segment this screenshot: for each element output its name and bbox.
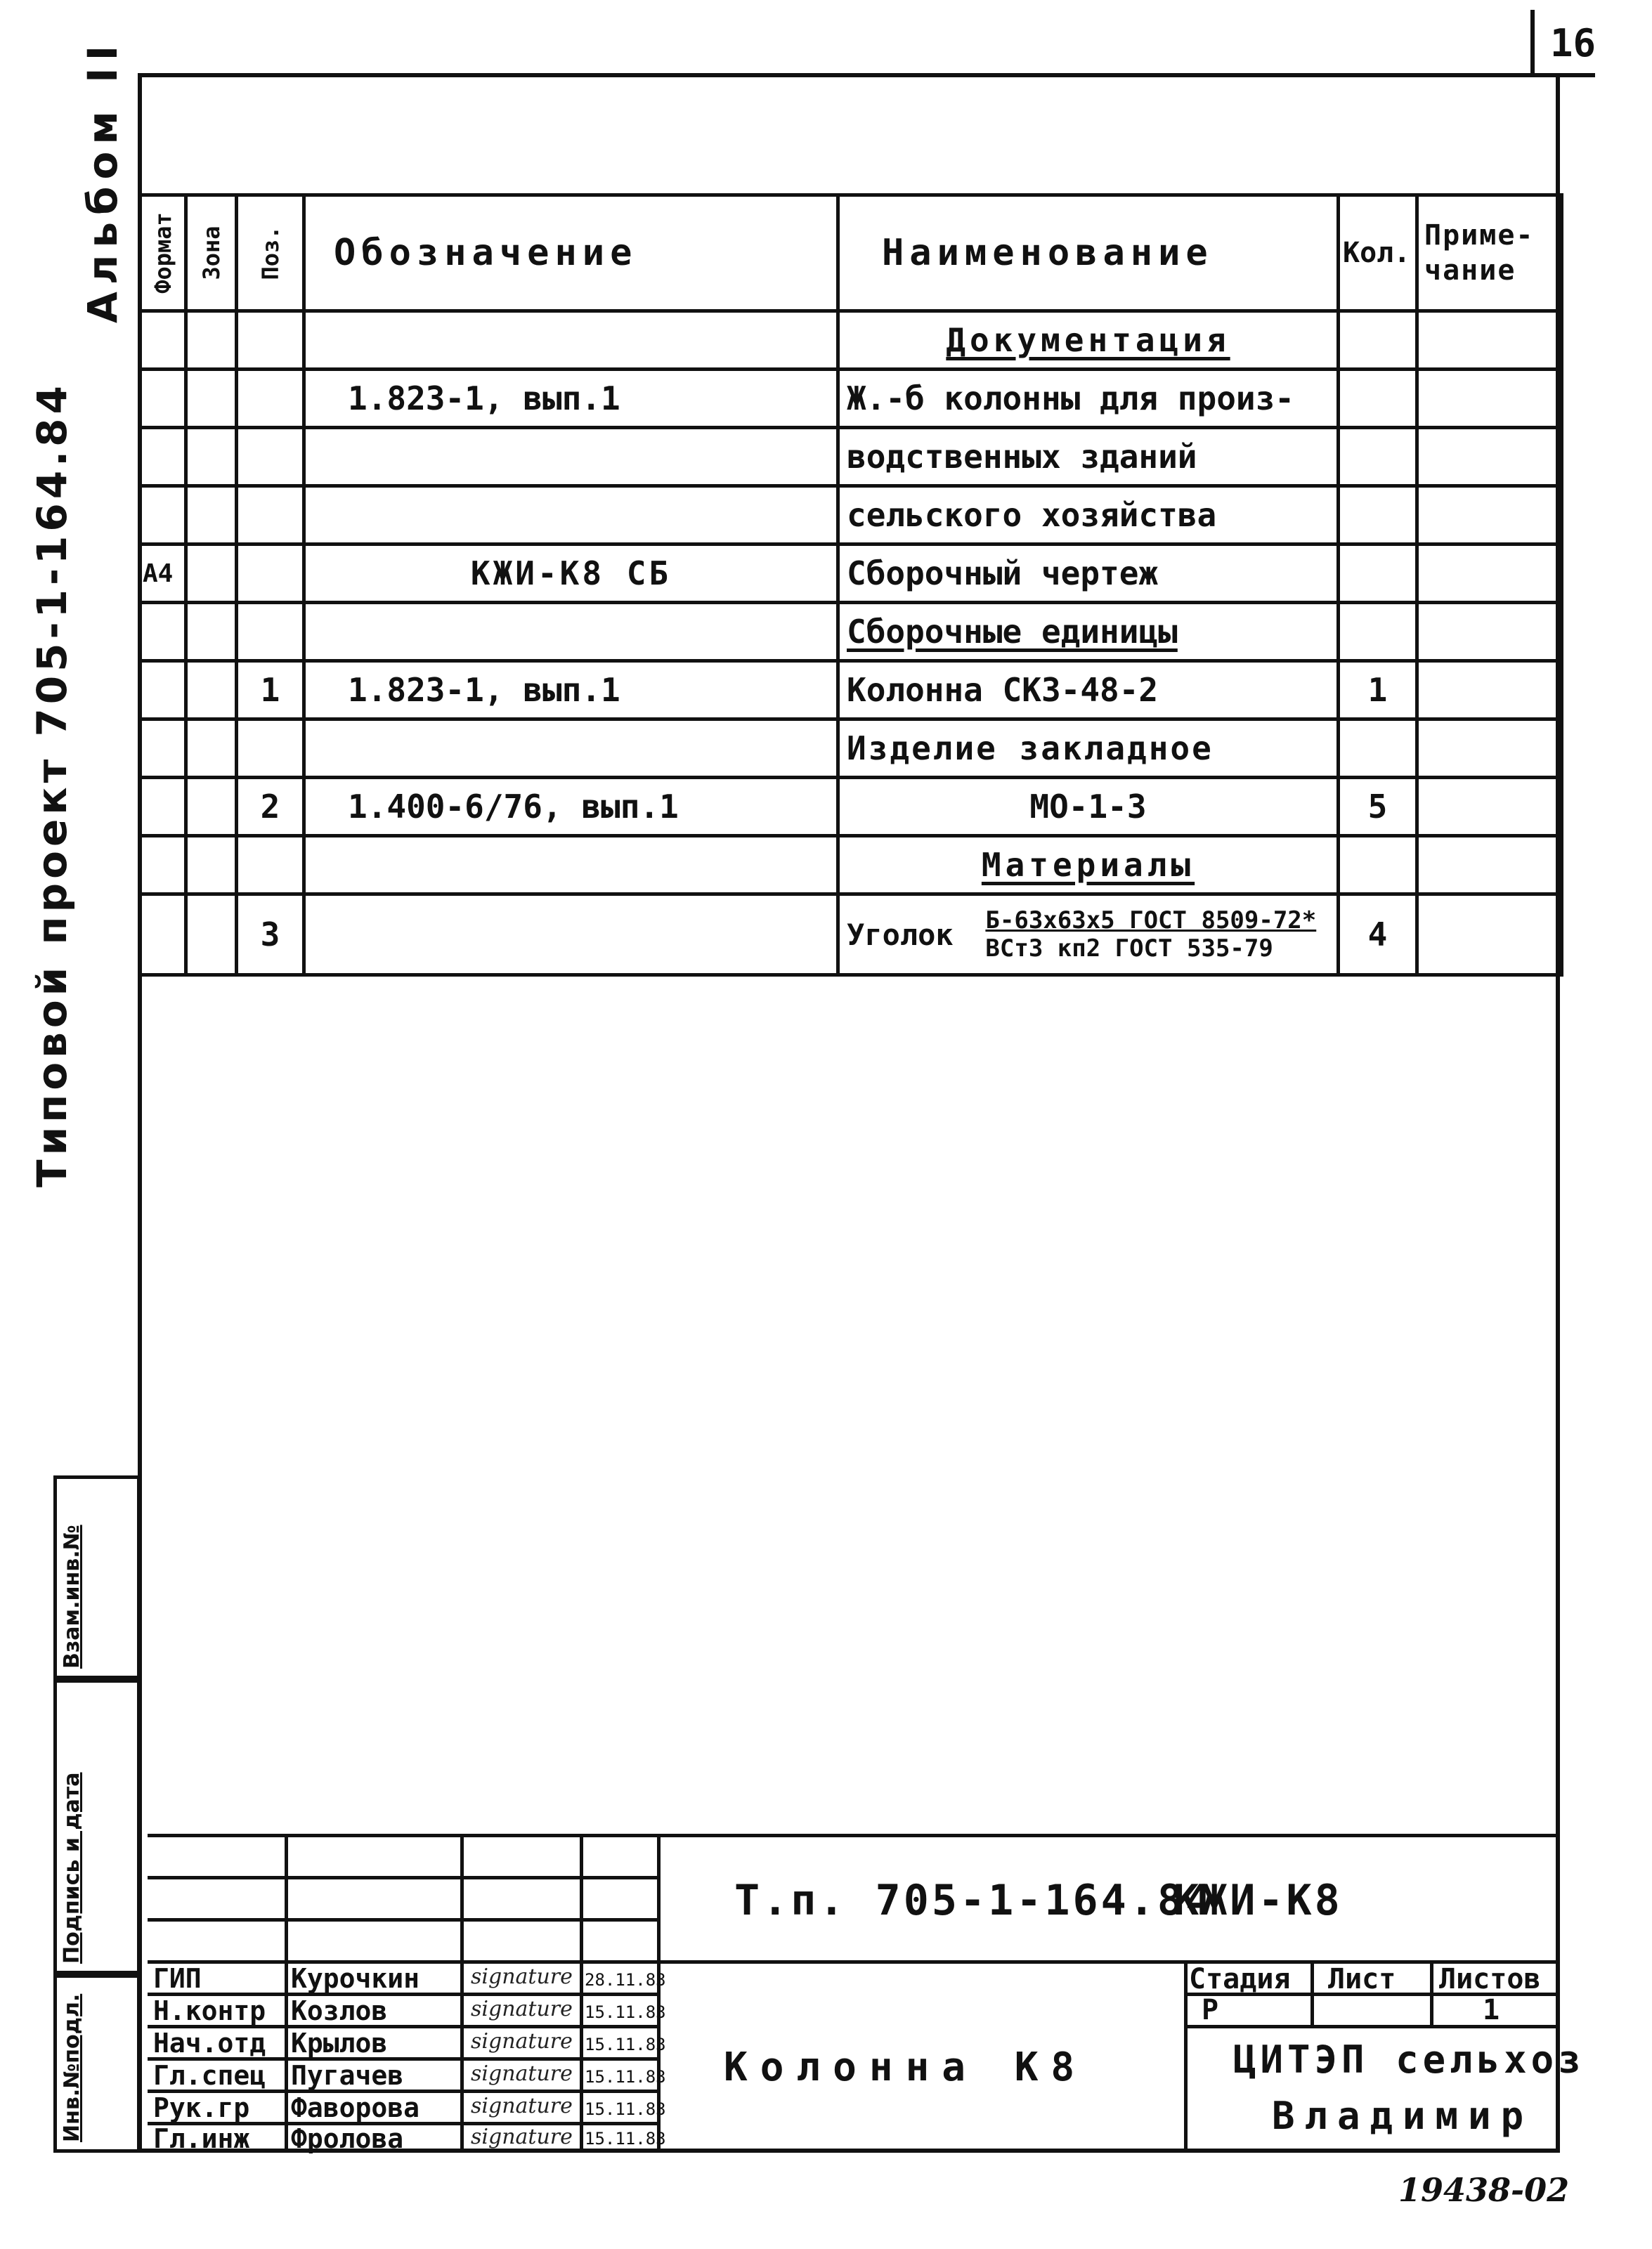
- cell-format: [140, 428, 186, 486]
- tb-vline: [1184, 1960, 1188, 2153]
- title-block: [148, 1834, 1585, 2154]
- cell-designation: [304, 311, 838, 370]
- signature-rukgr: signature: [471, 2094, 573, 2118]
- cell-designation: [304, 894, 838, 975]
- header-note: Приме-чание: [1417, 195, 1562, 311]
- table-row: [140, 719, 1562, 778]
- name-glspec: Пугачев: [291, 2060, 404, 2091]
- cell-qty: 5: [1339, 778, 1417, 836]
- cell-name: Уголок Б-63х63х5 ГОСТ 8509-72* ВСт3 кп2 ГОСТ 535-79: [838, 894, 1339, 975]
- cell-name: Ж.-б колонны для произ-: [838, 370, 1339, 428]
- cell-note: [1417, 661, 1562, 719]
- stage-value: Р: [1202, 1994, 1219, 2026]
- sheets-header: Листов: [1439, 1963, 1541, 1995]
- cell-designation: 1.823-1, вып.1: [304, 370, 838, 428]
- header-qty: Кол.: [1339, 195, 1417, 311]
- table-row: [140, 603, 1562, 661]
- spec-header-row: [140, 195, 1562, 311]
- cell-format: [140, 894, 186, 975]
- cell-name: Документация: [838, 311, 1339, 370]
- sheet-header: Лист: [1328, 1963, 1396, 1995]
- cell-zone: [186, 311, 237, 370]
- table-row: [140, 370, 1562, 428]
- material-grade-top: Б-63х63х5 ГОСТ 8509-72*: [985, 906, 1317, 934]
- cell-note: [1417, 836, 1562, 894]
- cell-qty: 1: [1339, 661, 1417, 719]
- cell-designation: [304, 603, 838, 661]
- cell-zone: [186, 836, 237, 894]
- name-gip: Курочкин: [291, 1963, 420, 1994]
- cell-pos: [237, 370, 304, 428]
- cell-zone: [186, 428, 237, 486]
- cell-format: [140, 778, 186, 836]
- cell-pos: 1: [237, 661, 304, 719]
- signature-nkontr: signature: [471, 1997, 573, 2021]
- cell-pos: 3: [237, 894, 304, 975]
- album-margin-text: Альбом II: [79, 38, 126, 323]
- cell-format: [140, 661, 186, 719]
- signature-gip: signature: [471, 1964, 573, 1989]
- tb-top-line: [148, 1834, 1560, 1837]
- cell-note: [1417, 428, 1562, 486]
- signature-glinzh: signature: [471, 2125, 573, 2149]
- box-sign-date: [53, 1679, 141, 1974]
- cell-name: МО-1-3: [838, 778, 1339, 836]
- cell-zone: [186, 486, 237, 545]
- org-city: Владимир: [1272, 2094, 1534, 2138]
- name-nkontr: Козлов: [291, 1995, 388, 2026]
- cell-format: [140, 836, 186, 894]
- table-row: [140, 778, 1562, 836]
- header-pos: Поз.: [237, 195, 304, 311]
- tb-vline: [285, 1834, 288, 2153]
- cell-format: [140, 311, 186, 370]
- cell-pos: [237, 545, 304, 603]
- cell-name: Колонна СК3-48-2: [838, 661, 1339, 719]
- org-name: ЦИТЭП сельхоз: [1233, 2038, 1585, 2082]
- cell-zone: [186, 719, 237, 778]
- cell-format: [140, 370, 186, 428]
- tb-hline: [1184, 2025, 1560, 2028]
- project-margin-text: Типовой проект 705-1-164.84: [28, 382, 76, 1187]
- role-glinzh: Гл.инж: [153, 2123, 250, 2154]
- cell-format: [140, 719, 186, 778]
- box-sign-date-label: Подпись и дата: [60, 1772, 84, 1964]
- cell-zone: [186, 778, 237, 836]
- cell-name: Материалы: [838, 836, 1339, 894]
- cell-pos: [237, 311, 304, 370]
- table-row: [140, 836, 1562, 894]
- role-glspec: Гл.спец: [153, 2060, 266, 2091]
- cell-designation: [304, 486, 838, 545]
- table-row: [140, 545, 1562, 603]
- role-nkontr: Н.контр: [153, 1995, 266, 2026]
- date-nachotd: 15.11.83: [585, 2035, 666, 2054]
- cell-name: Сборочные единицы: [838, 603, 1339, 661]
- name-glinzh: Фролова: [291, 2123, 404, 2154]
- cell-pos: [237, 836, 304, 894]
- cell-designation: [304, 719, 838, 778]
- material-grade-bottom: ВСт3 кп2 ГОСТ 535-79: [985, 934, 1273, 963]
- cell-qty: 4: [1339, 894, 1417, 975]
- cell-qty: [1339, 719, 1417, 778]
- date-rukgr: 15.11.83: [585, 2099, 666, 2119]
- cell-qty: [1339, 486, 1417, 545]
- cell-zone: [186, 661, 237, 719]
- box-inv-replace-label: Взам.инв.№: [60, 1525, 84, 1669]
- cell-designation: 1.400-6/76, вып.1: [304, 778, 838, 836]
- page-number-divider: [1530, 10, 1535, 74]
- doc-code: Т.п. 705-1-164.84: [734, 1876, 1214, 1925]
- cell-pos: [237, 486, 304, 545]
- sheet-code: КЖИ-К8: [1173, 1876, 1343, 1925]
- cell-pos: [237, 719, 304, 778]
- box-inv-replace: [53, 1475, 141, 1679]
- box-inv-orig: [53, 1974, 141, 2153]
- header-zone: Зона: [186, 195, 237, 311]
- signature-glspec: signature: [471, 2061, 573, 2086]
- cell-format: А4: [140, 545, 186, 603]
- cell-format: [140, 486, 186, 545]
- cell-name: водственных зданий: [838, 428, 1339, 486]
- cell-designation: [304, 836, 838, 894]
- archive-stamp-number: 19438-02: [1398, 2171, 1570, 2209]
- cell-zone: [186, 545, 237, 603]
- box-inv-orig-label: Инв.№подл.: [60, 1993, 84, 2142]
- cell-note: [1417, 311, 1562, 370]
- cell-qty: [1339, 836, 1417, 894]
- header-designation: Обозначение: [304, 195, 838, 311]
- cell-pos: [237, 428, 304, 486]
- cell-qty: [1339, 603, 1417, 661]
- specification-table: [138, 193, 1563, 977]
- tb-vline: [1310, 1960, 1314, 2025]
- cell-note: [1417, 370, 1562, 428]
- drawing-title: Колонна К8: [724, 2045, 1088, 2090]
- cell-qty: [1339, 370, 1417, 428]
- stage-header: Стадия: [1189, 1963, 1291, 1995]
- table-row: [140, 311, 1562, 370]
- cell-note: [1417, 778, 1562, 836]
- name-rukgr: Фаворова: [291, 2092, 420, 2123]
- cell-zone: [186, 894, 237, 975]
- cell-note: [1417, 486, 1562, 545]
- cell-pos: 2: [237, 778, 304, 836]
- date-glspec: 15.11.83: [585, 2067, 666, 2087]
- tb-vline: [1430, 1960, 1433, 2025]
- cell-designation: КЖИ-К8 СБ: [304, 545, 838, 603]
- name-nachotd: Крылов: [291, 2028, 388, 2059]
- cell-designation: [304, 428, 838, 486]
- frame-top-extension: [1553, 73, 1595, 77]
- cell-name: сельского хозяйства: [838, 486, 1339, 545]
- cell-note: [1417, 545, 1562, 603]
- header-format: Формат: [140, 195, 186, 311]
- cell-name: Сборочный чертеж: [838, 545, 1339, 603]
- role-rukgr: Рук.гр: [153, 2092, 250, 2123]
- sheets-value: 1: [1483, 1994, 1500, 2026]
- cell-format: [140, 603, 186, 661]
- cell-zone: [186, 370, 237, 428]
- cell-qty: [1339, 311, 1417, 370]
- cell-pos: [237, 603, 304, 661]
- date-gip: 28.11.83: [585, 1970, 666, 1990]
- header-name: Наименование: [838, 195, 1339, 311]
- role-nachotd: Нач.отд: [153, 2028, 266, 2059]
- table-row: [140, 894, 1562, 975]
- cell-note: [1417, 719, 1562, 778]
- signature-nachotd: signature: [471, 2029, 573, 2054]
- cell-qty: [1339, 428, 1417, 486]
- cell-zone: [186, 603, 237, 661]
- page-number: 16: [1550, 21, 1596, 65]
- role-gip: ГИП: [153, 1963, 202, 1994]
- date-nkontr: 15.11.83: [585, 2002, 666, 2022]
- table-row: [140, 486, 1562, 545]
- date-glinzh: 15.11.83: [585, 2129, 666, 2149]
- cell-note: [1417, 603, 1562, 661]
- cell-qty: [1339, 545, 1417, 603]
- tb-vline: [460, 1834, 464, 2153]
- table-row: [140, 661, 1562, 719]
- table-row: [140, 428, 1562, 486]
- cell-note: [1417, 894, 1562, 975]
- cell-designation: 1.823-1, вып.1: [304, 661, 838, 719]
- tb-vline: [580, 1834, 583, 2153]
- cell-name: Изделие закладное: [838, 719, 1339, 778]
